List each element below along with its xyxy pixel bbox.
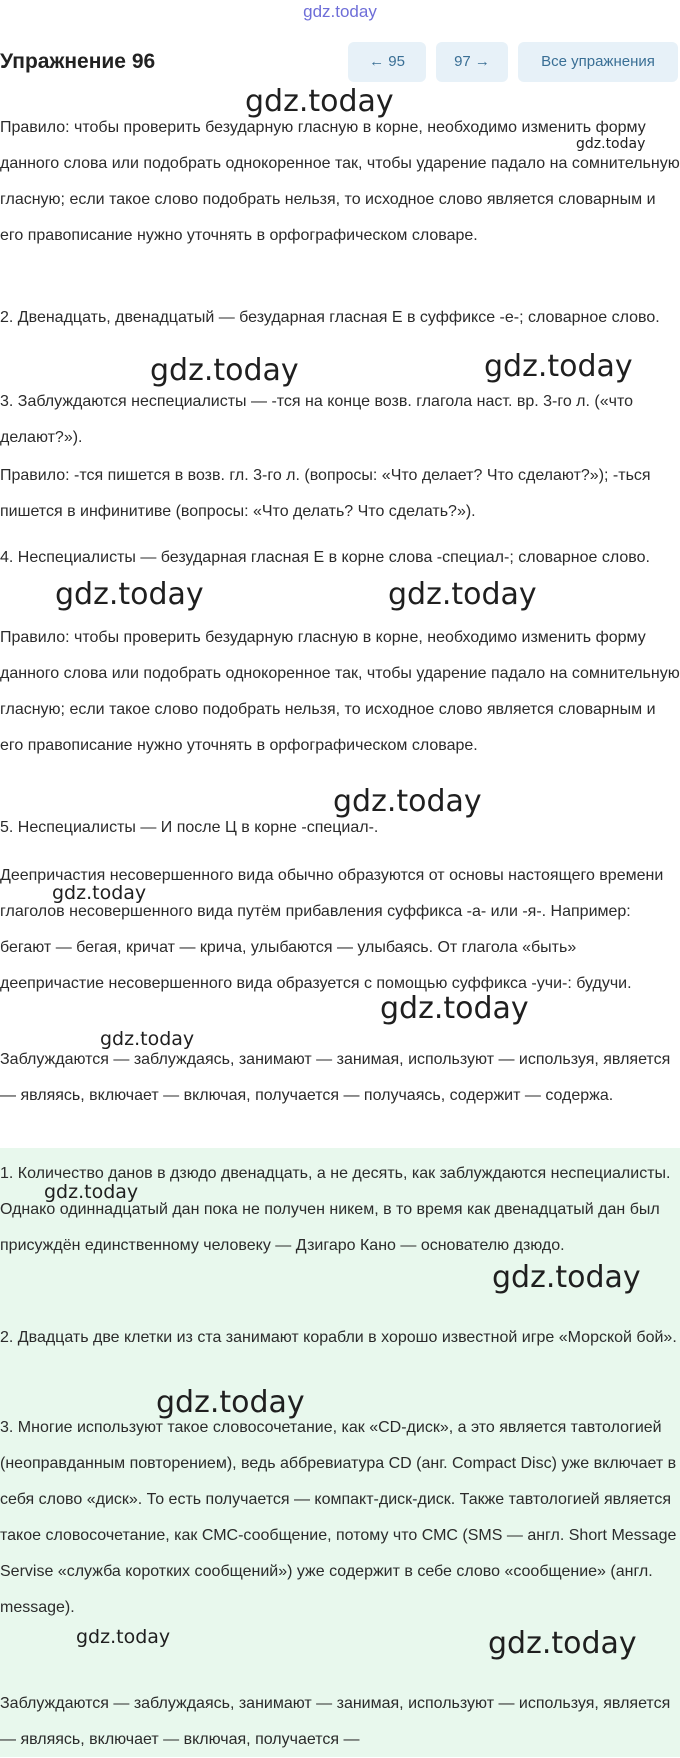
content-item — [0, 540, 680, 576]
exercise-header — [0, 40, 680, 84]
watermark: gdz.today — [156, 1385, 305, 1420]
content-item — [0, 620, 680, 764]
answer-paragraph: 2. Двадцать две клетки из ста занимают корабли в хорошо известной игре «Морской бой». — [0, 1329, 677, 1346]
paragraph: Деепричастия несовершенного вида обычно образуются от основы настоящего времени глаголов несовершенного вида путём прибавления суффикса -а- или -я-. Например: бегают — бегая, кричат — крича, улыбаются — улыбаясь. От глагола «быть» деепричастие несовершенного вида образуется с помощью суффикса -учи-: будучи. — [0, 867, 664, 992]
content-item — [0, 858, 680, 1002]
paragraph: Правило: чтобы проверить безударную гласную в корне, необходимо изменить форму данного слова или подобрать однокоренное так, чтобы ударение падало на сомнительную гласную; если такое слово подобрать нельзя, то исходное слово является словарным и его правописание нужно уточнять в орфографическом словаре. — [0, 629, 680, 754]
watermark: gdz.today — [150, 353, 299, 388]
watermark: gdz.today — [484, 349, 633, 384]
content-item — [0, 384, 680, 456]
prev-exercise-button[interactable]: ← 95 — [348, 42, 426, 82]
watermark: gdz.today — [488, 1626, 637, 1661]
watermark: gdz.today — [245, 84, 394, 119]
content-main — [0, 110, 680, 254]
watermark: gdz.today — [44, 1181, 139, 1203]
answer-item — [0, 1410, 680, 1626]
watermark: gdz.today — [55, 577, 204, 612]
answer-item — [0, 1320, 680, 1356]
paragraph: 3. Заблуждаются неспециалисты — -тся на конце возв. глагола наст. вр. 3-го л. («что делают?»). — [0, 393, 634, 446]
answer-paragraph: 3. Многие используют такое словосочетание, как «CD-диск», а это является тавтологией (неоправданным повторением), ведь аббревиатура CD (анг. Compact Disc) уже включает в себя слово «диск». То есть получается — компакт-диск-диск. Также тавтологией является такое словосочетание, как СМС-сообщение, потому что СМС (SMS — англ. Short Message Servise «служба коротких сообщений») уже содержит в себе слово «сообщение» (англ. message). — [0, 1419, 677, 1616]
watermark: gdz.today — [492, 1260, 641, 1295]
paragraph: 5. Неспециалисты — И после Ц в корне -специал-. — [0, 819, 379, 836]
watermark: gdz.today — [52, 882, 147, 904]
content-item — [0, 300, 680, 336]
paragraph: 4. Неспециалисты — безударная гласная Е в корне слова -специал-; словарное слово. — [0, 549, 650, 566]
answer-paragraph: 1. Количество данов в дзюдо двенадцать, а не десять, как заблуждаются неспециалисты. Однако одиннадцатый дан пока не получен никем, в то время как двенадцатый дан был присуждён единственному человеку — Дзигаро Кано — основателю дзюдо. — [0, 1165, 671, 1254]
watermark: gdz.today — [380, 991, 529, 1026]
content-item — [0, 458, 680, 530]
paragraph: 2. Двенадцать, двенадцатый — безударная гласная Е в суффиксе -е-; словарное слово. — [0, 309, 660, 326]
answer-paragraph: Заблуждаются — заблуждаясь, занимают — занимая, используют — используя, является — являясь, включает — включая, получается — — [0, 1695, 671, 1748]
answer-item — [0, 1156, 680, 1264]
next-exercise-button[interactable]: 97 → — [436, 42, 508, 82]
content-item — [0, 1042, 680, 1114]
watermark: gdz.today — [388, 577, 537, 612]
all-exercises-button[interactable]: Все упражнения — [518, 42, 678, 82]
paragraph: Правило: -тся пишется в возв. гл. 3-го л. (вопросы: «Что делает? Что сделают?»); -ться пишется в инфинитиве (вопросы: «Что делать? Что сделать?»). — [0, 467, 651, 520]
paragraph: Правило: чтобы проверить безударную гласную в корне, необходимо изменить форму данного слова или подобрать однокоренное так, чтобы ударение падало на сомнительную гласную; если такое слово подобрать нельзя, то исходное слово является словарным и его правописание нужно уточнять в орфографическом словаре. — [0, 119, 680, 244]
page-title: Упражнение 96 — [0, 50, 156, 73]
paragraph: Заблуждаются — заблуждаясь, занимают — занимая, используют — используя, является — являясь, включает — включая, получается — получаясь, содержит — содержа. — [0, 1051, 671, 1104]
watermark: gdz.today — [100, 1028, 195, 1050]
watermark: gdz.today — [333, 784, 482, 819]
watermark: gdz.today — [76, 1626, 171, 1648]
site-link[interactable]: gdz.today — [303, 2, 377, 21]
watermark: gdz.today — [576, 136, 646, 152]
answer-item — [0, 1686, 680, 1758]
